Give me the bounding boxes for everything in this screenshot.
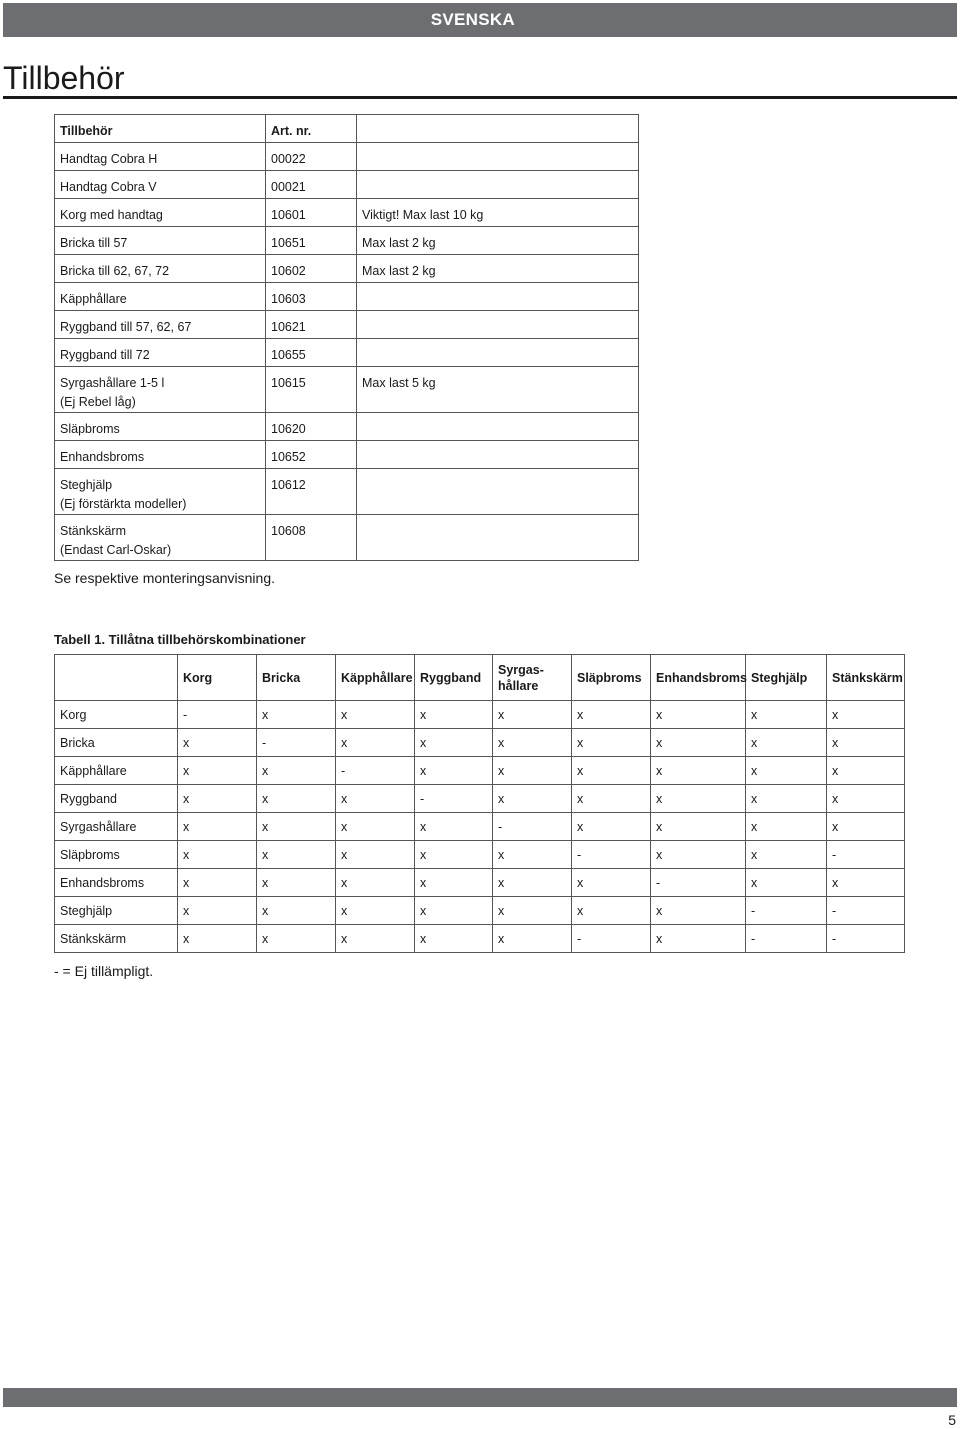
combination-cell: x [651, 897, 746, 925]
combination-cell: - [651, 869, 746, 897]
combination-cell: x [336, 813, 415, 841]
accessory-row [55, 515, 639, 561]
combination-cell: - [572, 841, 651, 869]
accessory-name-cell [55, 283, 266, 311]
combination-cell: x [746, 785, 827, 813]
combination-cell: x [257, 757, 336, 785]
article-number: 00021 [266, 171, 357, 199]
combination-cell: x [651, 729, 746, 757]
combination-cell: x [827, 729, 905, 757]
accessory-name: Handtag Cobra V [60, 180, 157, 194]
accessory-name-cell [55, 515, 266, 561]
accessory-note [357, 515, 639, 561]
accessory-row [55, 469, 639, 515]
accessory-note [357, 469, 639, 515]
accessory-name-cell [55, 339, 266, 367]
accessories-header-row [55, 115, 639, 143]
combination-cell: x [493, 925, 572, 953]
legend-not-applicable: - = Ej tillämpligt. [54, 963, 154, 979]
combination-cell: - [257, 729, 336, 757]
combination-row-label: Korg [55, 701, 178, 729]
accessory-note: Viktigt! Max last 10 kg [357, 199, 639, 227]
combination-cell: x [746, 729, 827, 757]
combination-cell: x [336, 841, 415, 869]
article-number: 10608 [266, 515, 357, 561]
combinations-table [54, 654, 905, 953]
combination-cell: x [178, 785, 257, 813]
combination-row [55, 813, 905, 841]
combination-cell: x [572, 729, 651, 757]
accessory-row [55, 441, 639, 469]
combination-row [55, 925, 905, 953]
combination-cell: x [651, 925, 746, 953]
combination-row [55, 757, 905, 785]
accessory-qualifier: (Ej förstärkta modeller) [60, 497, 187, 511]
accessory-name: Steghjälp [60, 478, 113, 492]
accessory-name: Stänkskärm [60, 524, 126, 538]
accessory-note: Max last 2 kg [357, 227, 639, 255]
article-number: 10655 [266, 339, 357, 367]
accessory-row [55, 311, 639, 339]
combination-cell: x [827, 701, 905, 729]
accessory-row [55, 367, 639, 413]
accessory-name-cell [55, 227, 266, 255]
combination-cell: - [336, 757, 415, 785]
combination-cell: x [257, 897, 336, 925]
combination-row-label: Käpphållare [55, 757, 178, 785]
accessory-name-cell [55, 171, 266, 199]
combination-cell: x [572, 757, 651, 785]
col-header-stankskarm: Stänkskärm [827, 655, 905, 701]
combination-row-label: Släpbroms [55, 841, 178, 869]
accessory-name: Släpbroms [60, 422, 120, 436]
page-title: Tillbehör [3, 60, 125, 96]
combination-cell: x [651, 757, 746, 785]
accessory-name: Ryggband till 72 [60, 348, 150, 362]
accessory-row [55, 283, 639, 311]
col-header-article-number: Art. nr. [266, 115, 357, 143]
article-number: 10651 [266, 227, 357, 255]
accessory-note [357, 283, 639, 311]
combination-cell: x [178, 841, 257, 869]
accessory-row [55, 339, 639, 367]
col-header-note [357, 115, 639, 143]
combination-cell: x [746, 841, 827, 869]
combination-row-label: Ryggband [55, 785, 178, 813]
combination-cell: x [178, 757, 257, 785]
article-number: 00022 [266, 143, 357, 171]
combination-cell: x [178, 813, 257, 841]
combination-cell: x [572, 701, 651, 729]
combination-cell: x [572, 897, 651, 925]
accessory-name: Korg med handtag [60, 208, 163, 222]
accessory-name-cell [55, 311, 266, 339]
col-header-kapphallare: Käpphållare [336, 655, 415, 701]
accessory-note [357, 143, 639, 171]
combination-cell: x [178, 897, 257, 925]
col-header-syrgas-line1: Syrgas- [498, 662, 544, 677]
combination-cell: x [493, 729, 572, 757]
header-bar [3, 3, 957, 37]
combination-row-label: Enhandsbroms [55, 869, 178, 897]
combination-cell: x [415, 701, 493, 729]
combination-cell: x [415, 897, 493, 925]
combination-cell: x [572, 869, 651, 897]
combination-cell: - [572, 925, 651, 953]
accessory-row [55, 143, 639, 171]
combination-cell: x [336, 897, 415, 925]
accessory-note [357, 441, 639, 469]
accessory-note [357, 413, 639, 441]
combination-cell: - [746, 925, 827, 953]
combination-cell: - [493, 813, 572, 841]
accessory-qualifier: (Ej Rebel låg) [60, 395, 136, 409]
col-header-steghjalp: Steghjälp [746, 655, 827, 701]
accessory-row [55, 199, 639, 227]
combination-cell: x [415, 729, 493, 757]
combination-cell: x [415, 869, 493, 897]
accessory-name-cell [55, 255, 266, 283]
accessory-note [357, 171, 639, 199]
title-divider [3, 96, 957, 99]
col-header-bricka: Bricka [257, 655, 336, 701]
combination-cell: x [827, 869, 905, 897]
combination-cell: x [493, 869, 572, 897]
col-header-accessory: Tillbehör [55, 115, 266, 143]
article-number: 10612 [266, 469, 357, 515]
combination-cell: x [746, 701, 827, 729]
col-header-ryggband: Ryggband [415, 655, 493, 701]
combination-cell: x [257, 813, 336, 841]
accessory-name: Bricka till 62, 67, 72 [60, 264, 170, 278]
accessory-note: Max last 2 kg [357, 255, 639, 283]
combination-cell: - [827, 897, 905, 925]
combination-cell: x [651, 785, 746, 813]
combination-cell: x [827, 757, 905, 785]
combination-cell: x [493, 701, 572, 729]
combination-cell: x [257, 701, 336, 729]
article-number: 10620 [266, 413, 357, 441]
combination-cell: x [257, 785, 336, 813]
accessory-name: Syrgashållare 1-5 l [60, 376, 165, 390]
combination-cell: x [493, 841, 572, 869]
combination-cell: x [415, 757, 493, 785]
combination-cell: x [336, 701, 415, 729]
article-number: 10601 [266, 199, 357, 227]
combination-row-label: Bricka [55, 729, 178, 757]
article-number: 10621 [266, 311, 357, 339]
combination-row-label: Stänkskärm [55, 925, 178, 953]
combination-cell: x [493, 785, 572, 813]
combination-cell: x [651, 841, 746, 869]
accessory-name: Bricka till 57 [60, 236, 128, 250]
col-header-enhandsbroms: Enhandsbroms [651, 655, 746, 701]
footer-bar [3, 1388, 957, 1407]
combination-row-label: Syrgashållare [55, 813, 178, 841]
page-number: 5 [948, 1412, 956, 1428]
combination-cell: x [257, 869, 336, 897]
combination-cell: x [336, 729, 415, 757]
combination-cell: - [746, 897, 827, 925]
combination-cell: x [336, 785, 415, 813]
combination-cell: x [178, 869, 257, 897]
combinations-table-title: Tabell 1. Tillåtna tillbehörskombinationer [54, 632, 306, 647]
combination-row [55, 701, 905, 729]
article-number: 10603 [266, 283, 357, 311]
combination-cell: x [827, 813, 905, 841]
combination-row [55, 869, 905, 897]
combination-cell: x [746, 869, 827, 897]
combination-cell: - [827, 841, 905, 869]
combination-row [55, 729, 905, 757]
combination-cell: x [178, 925, 257, 953]
accessory-name-cell [55, 367, 266, 413]
accessory-name-cell [55, 413, 266, 441]
combination-cell: x [336, 925, 415, 953]
combination-cell: x [827, 785, 905, 813]
combination-cell: x [493, 757, 572, 785]
article-number: 10602 [266, 255, 357, 283]
combination-row-label: Steghjälp [55, 897, 178, 925]
accessory-name: Handtag Cobra H [60, 152, 158, 166]
accessory-name-cell [55, 199, 266, 227]
combination-cell: x [257, 925, 336, 953]
accessory-note: Max last 5 kg [357, 367, 639, 413]
article-number: 10615 [266, 367, 357, 413]
accessory-note [357, 311, 639, 339]
accessory-qualifier: (Endast Carl-Oskar) [60, 543, 172, 557]
accessory-note [357, 339, 639, 367]
combination-cell: x [651, 701, 746, 729]
combination-cell: x [178, 729, 257, 757]
combination-cell: x [746, 813, 827, 841]
accessory-name: Käpphållare [60, 292, 127, 306]
combination-cell: x [572, 813, 651, 841]
combination-cell: x [493, 897, 572, 925]
accessory-row [55, 413, 639, 441]
accessory-name-cell [55, 143, 266, 171]
accessory-row [55, 171, 639, 199]
article-number: 10652 [266, 441, 357, 469]
col-header-blank [55, 655, 178, 701]
combination-cell: x [415, 841, 493, 869]
col-header-korg: Korg [178, 655, 257, 701]
combination-row [55, 785, 905, 813]
combination-cell: - [827, 925, 905, 953]
combinations-header-row [55, 655, 905, 701]
accessory-row [55, 255, 639, 283]
combination-cell: x [651, 813, 746, 841]
col-header-slapbroms: Släpbroms [572, 655, 651, 701]
accessory-name-cell [55, 441, 266, 469]
accessory-name: Enhandsbroms [60, 450, 145, 464]
combination-row [55, 897, 905, 925]
combination-cell: x [257, 841, 336, 869]
mounting-instructions-note: Se respektive monteringsanvisning. [54, 570, 276, 586]
combination-cell: x [746, 757, 827, 785]
combination-cell: x [415, 925, 493, 953]
col-header-syrgashallare [493, 655, 572, 701]
combination-cell: - [415, 785, 493, 813]
language-label: SVENSKA [430, 10, 515, 29]
combination-cell: x [336, 869, 415, 897]
combination-cell: x [572, 785, 651, 813]
accessory-name: Ryggband till 57, 62, 67 [60, 320, 192, 334]
accessory-row [55, 227, 639, 255]
combination-row [55, 841, 905, 869]
col-header-syrgas-line2: hållare [498, 678, 539, 693]
combination-cell: x [415, 813, 493, 841]
accessories-table [54, 114, 639, 561]
combination-cell: - [178, 701, 257, 729]
accessory-name-cell [55, 469, 266, 515]
